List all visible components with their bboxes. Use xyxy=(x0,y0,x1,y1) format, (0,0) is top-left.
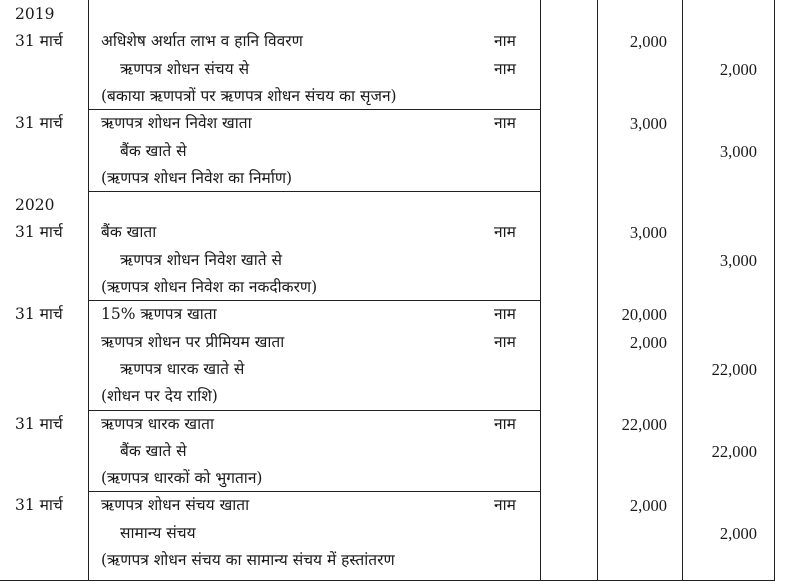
entry-separator xyxy=(88,410,541,411)
credit-amount: 3,000 xyxy=(719,250,757,270)
lf-dr-label: नाम xyxy=(494,496,516,515)
particulars-text: ऋणपत्र शोधन निवेश खाते से xyxy=(120,250,282,269)
narration-text: (ऋणपत्र धारकों को भुगतान) xyxy=(101,469,263,488)
entry-date: 2019 xyxy=(15,5,55,23)
credit-amount: 22,000 xyxy=(711,359,757,379)
debit-amount: 2,000 xyxy=(629,32,667,52)
debit-amount: 22,000 xyxy=(621,414,667,434)
lf-dr-label: नाम xyxy=(494,114,516,133)
date-column-divider xyxy=(88,0,89,580)
narration-text: (ऋणपत्र शोधन संचय का सामान्य संचय में हस्तांतरण xyxy=(101,551,395,569)
lf-dr-label: नाम xyxy=(494,332,516,351)
narration-text: (बकाया ऋणपत्रों पर ऋणपत्र शोधन संचय का सृजन) xyxy=(101,86,397,105)
particulars-text: बैंक खाते से xyxy=(120,141,187,160)
debit-amount: 20,000 xyxy=(621,305,667,325)
entry-separator xyxy=(88,300,541,301)
debit-amount: 3,000 xyxy=(629,223,667,243)
entry-date: 31 मार्च xyxy=(15,32,63,51)
particulars-text: ऋणपत्र धारक खाते से xyxy=(120,359,245,378)
particulars-text: ऋणपत्र शोधन संचय से xyxy=(120,59,250,78)
narration-text: (शोधन पर देय राशि) xyxy=(101,387,218,406)
entry-date: 31 मार्च xyxy=(15,223,63,242)
particulars-text: बैंक खाते से xyxy=(120,441,187,460)
particulars-text: ऋणपत्र शोधन पर प्रीमियम खाता xyxy=(101,332,285,351)
lf-dr-label: नाम xyxy=(494,305,516,324)
entry-separator xyxy=(88,109,541,110)
credit-amount: 22,000 xyxy=(711,441,757,461)
particulars-text: 15% ऋणपत्र खाता xyxy=(101,305,217,324)
entry-date: 31 मार्च xyxy=(15,114,63,133)
particulars-column-divider xyxy=(540,0,541,580)
entry-date: 2020 xyxy=(15,196,55,215)
table-bottom-border xyxy=(0,580,775,581)
lf-column-divider xyxy=(597,0,598,580)
credit-amount: 2,000 xyxy=(719,59,757,79)
lf-dr-label: नाम xyxy=(494,32,516,51)
lf-dr-label: नाम xyxy=(494,414,516,433)
entry-separator xyxy=(88,491,541,492)
debit-amount: 2,000 xyxy=(629,332,667,352)
entry-separator xyxy=(88,191,541,192)
particulars-text: ऋणपत्र धारक खाता xyxy=(101,414,214,433)
particulars-text: ऋणपत्र शोधन निवेश खाता xyxy=(101,114,252,133)
narration-text: (ऋणपत्र शोधन निवेश का निर्माण) xyxy=(101,168,293,187)
debit-amount: 2,000 xyxy=(629,496,667,516)
lf-dr-label: नाम xyxy=(494,59,516,78)
debit-column-divider xyxy=(682,0,683,580)
credit-amount: 2,000 xyxy=(719,523,757,543)
debit-amount: 3,000 xyxy=(629,114,667,134)
entry-date: 31 मार्च xyxy=(15,496,63,515)
particulars-text: सामान्य संचय xyxy=(120,523,196,542)
particulars-text: बैंक खाता xyxy=(101,223,157,242)
credit-column-divider xyxy=(774,0,775,580)
credit-amount: 3,000 xyxy=(719,141,757,161)
lf-dr-label: नाम xyxy=(494,223,516,242)
entry-date: 31 मार्च xyxy=(15,414,63,433)
particulars-text: अधिशेष अर्थात लाभ व हानि विवरण xyxy=(101,32,303,51)
entry-date: 31 मार्च xyxy=(15,305,63,324)
narration-text: (ऋणपत्र शोधन निवेश का नकदीकरण) xyxy=(101,278,318,296)
particulars-text: ऋणपत्र शोधन संचय खाता xyxy=(101,496,250,515)
